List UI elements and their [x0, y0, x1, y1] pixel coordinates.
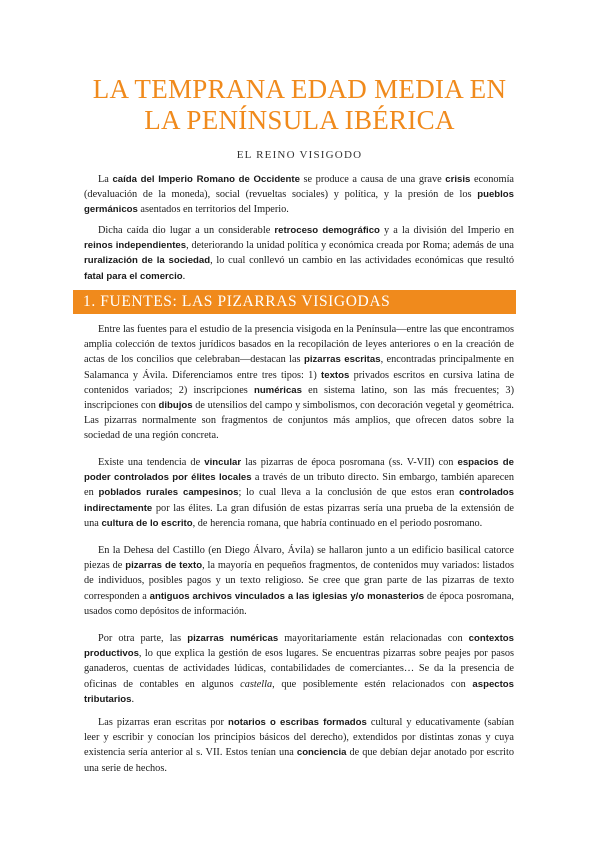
body-paragraph: Por otra parte, las pizarras numéricas mayoritariamente están relacionadas con contextos productivos, lo que explica la gestión de esos lugares. Se encuentras pizarras sobre peajes por pasos ganaderos, cuentas de actividades lúdicas, contabilidades de comerciantes… Se da la presencia de oficinas de contables en algunos castella, que posiblemente estén relacionados con aspectos tributarios.	[84, 633, 514, 705]
section-heading-bar	[73, 290, 516, 314]
body-paragraph: Existe una tendencia de vincular las pizarras de época posromana (ss. V-VII) con espacios de poder controlados por élites locales a través de un tributo directo. Sin embargo, también aparecen en poblados rurales campesinos; lo cual lleva a la conclusión de que estos eran controlados indirectamente por las élites. La gran difusión de estas pizarras sería una prueba de la extensión de una cultura de lo escrito, de herencia romana, que habría continuado en el periodo posromano.	[84, 457, 514, 529]
bold-term: contextos productivos	[84, 633, 514, 660]
bold-term: vincular	[204, 457, 242, 468]
page-title	[0, 74, 599, 136]
bold-term: pizarras de texto	[125, 560, 203, 572]
bold-term: ruralización de la sociedad	[84, 255, 211, 267]
bold-term: caída del Imperio Romano de Occidente	[112, 174, 300, 185]
bold-term: conciencia	[296, 747, 347, 759]
title-line-2: LA PENÍNSULA IBÉRICA	[144, 105, 455, 135]
bold-term: numéricas	[253, 384, 302, 396]
bold-term: crisis	[445, 174, 471, 185]
bold-term: espacios de poder controlados por élites locales	[84, 457, 514, 484]
body-paragraph: Entre las fuentes para el estudio de la presencia visigoda en la Península—entre las que encontramos amplia colección de textos jurídicos basados en la recopilación de leyes anteriores o en la creación de actas de los concilios que celebraban—destacan las pizarras escritas, encontradas principalmente en Salamanca y Ávila. Diferenciamos entre tres tipos: 1) textos privados escritos en cursiva latina de contenidos variados; 2) inscripciones numéricas en sistema latino, son las más frecuentes; 3) inscripciones con dibujos de utensilios del campo y simbolismos, con decoración vegetal y geométrica. Las pizarras normalmente son fragmentos de conjuntos más amplios, que ofrecen datos sobre la sociedad de una región concreta.	[84, 324, 515, 442]
italic-term: castella	[240, 678, 273, 690]
intro-paragraph: Dicha caída dio lugar a un considerable retroceso demográfico y a la división del Imperio en reinos independientes, deteriorando la unidad política y económica creada por Roma; además de una ruralización de la sociedad, lo cual conllevó un cambio en las actividades económicas que resultó fatal para el comercio.	[84, 225, 514, 282]
bold-term: antiguos archivos vinculados a las iglesias y/o monasterios	[149, 590, 425, 602]
bold-term: textos	[321, 369, 350, 381]
bold-term: dibujos	[158, 400, 193, 412]
bold-term: pueblos germánicos	[84, 189, 514, 216]
body-paragraph: En la Dehesa del Castillo (en Diego Álvaro, Ávila) se hallaron junto a un edificio basilical catorce piezas de pizarras de texto, la mayoría en pequeños fragmentos, de contenidos muy variados: listados de individuos, posibles pagos y un texto religioso. Se cree que gran parte de las pizarras de texto corresponden a antiguos archivos vinculados a las iglesias y/o monasterios de época posromana, usados como depósitos de información.	[84, 545, 514, 617]
bold-term: poblados rurales campesinos	[98, 487, 239, 499]
bold-term: pizarras numéricas	[187, 633, 279, 644]
bold-term: pizarras escritas	[303, 354, 381, 366]
intro-paragraph: La caída del Imperio Romano de Occidente se produce a causa de una grave crisis economía (devaluación de la moneda), social (revueltas sociales) y política, y la presión de los pueblos germánicos asentados en territorios del Imperio.	[84, 174, 514, 216]
bold-term: aspectos tributarios	[84, 678, 514, 705]
bold-term: notarios o escribas formados	[228, 717, 367, 728]
body-paragraph: Las pizarras eran escritas por notarios o escribas formados cultural y educativamente (sabían leer y escribir y conocían los principios básicos del derecho), extendidos por distintas zonas y cuya existencia sería anterior al s. VII. Estos tenían una conciencia de que debían dejar anotado por escrito una serie de hechos.	[84, 717, 514, 774]
section-heading: 1. FUENTES: LAS PIZARRAS VISIGODAS	[83, 293, 391, 310]
bold-term: cultura de lo escrito	[101, 517, 193, 529]
title-line-1: LA TEMPRANA EDAD MEDIA EN	[92, 74, 507, 104]
bold-term: reinos independientes	[84, 240, 187, 252]
bold-term: controlados indirectamente	[84, 487, 514, 514]
page-subtitle: EL REINO VISIGODO	[236, 149, 363, 161]
bold-term: fatal para el comercio	[84, 270, 183, 282]
bold-term: retroceso demográfico	[274, 225, 380, 236]
